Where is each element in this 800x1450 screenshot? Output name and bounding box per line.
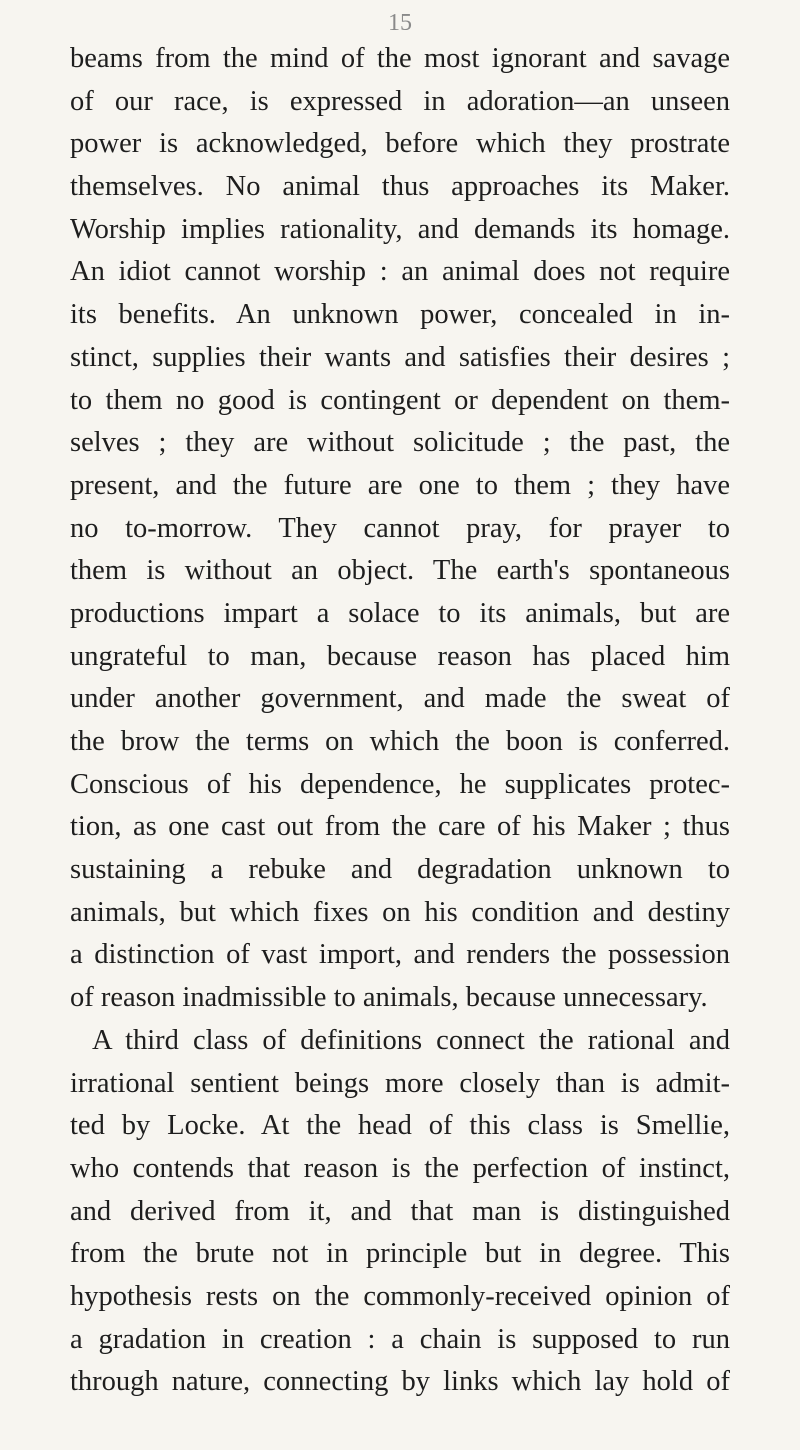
text-line: ted by Locke. At the head of this class is Smellie, [70, 1110, 730, 1142]
text-line: a distinction of vast import, and renders the possession [70, 939, 730, 971]
text-line: An idiot cannot worship : an animal does not require [70, 256, 730, 288]
text-line: of our race, is expressed in adoration—an unseen [70, 85, 730, 117]
text-line: who contends that reason is the perfection of instinct, [70, 1152, 730, 1184]
text-line: animals, but which fixes on his condition and destiny [70, 896, 730, 928]
text-line: of reason inadmissible to animals, because unnecessary. [70, 982, 708, 1014]
text-line: them is without an object. The earth's spontaneous [70, 555, 730, 587]
text-line: beams from the mind of the most ignorant and savage [70, 43, 730, 74]
text-line: themselves. No animal thus approaches its Maker. [70, 171, 730, 203]
text-line: a gradation in creation : a chain is supposed to run [70, 1323, 730, 1355]
text-line: selves ; they are without solicitude ; the past, the [70, 427, 730, 459]
text-line: the brow the terms on which the boon is conferred. [70, 726, 730, 757]
text-line: Conscious of his dependence, he supplicates protec- [70, 768, 730, 800]
text-line: present, and the future are one to them ; they have [70, 469, 730, 501]
text-line: from the brute not in principle but in degree. This [70, 1238, 730, 1270]
body-text [70, 38, 730, 1404]
text-line: under another government, and made the sweat of [70, 683, 730, 715]
text-line: productions impart a solace to its animals, but are [70, 597, 730, 629]
text-line: through nature, connecting by links which lay hold of [70, 1366, 730, 1398]
text-line: hypothesis rests on the commonly-received opinion of [70, 1280, 730, 1312]
text-line: power is acknowledged, before which they prostrate [70, 128, 730, 160]
text-line: its benefits. An unknown power, concealed in in- [70, 299, 730, 331]
text-line: tion, as one cast out from the care of his Maker ; thus [70, 811, 730, 843]
text-line: ungrateful to man, because reason has placed him [70, 640, 730, 672]
page-number: 15 [388, 10, 412, 36]
text-line: no to-morrow. They cannot pray, for prayer to [70, 512, 730, 544]
text-line: Worship implies rationality, and demands its homage. [70, 213, 730, 245]
text-line: to them no good is contingent or dependent on them- [70, 384, 730, 416]
paragraph-start-line: A third class of definitions connect the rational and [92, 1024, 730, 1056]
text-line: stinct, supplies their wants and satisfies their desires ; [70, 341, 730, 373]
text-line: and derived from it, and that man is distinguished [70, 1195, 730, 1227]
text-line: sustaining a rebuke and degradation unknown to [70, 854, 730, 886]
text-line: irrational sentient beings more closely than is admit- [70, 1067, 730, 1099]
